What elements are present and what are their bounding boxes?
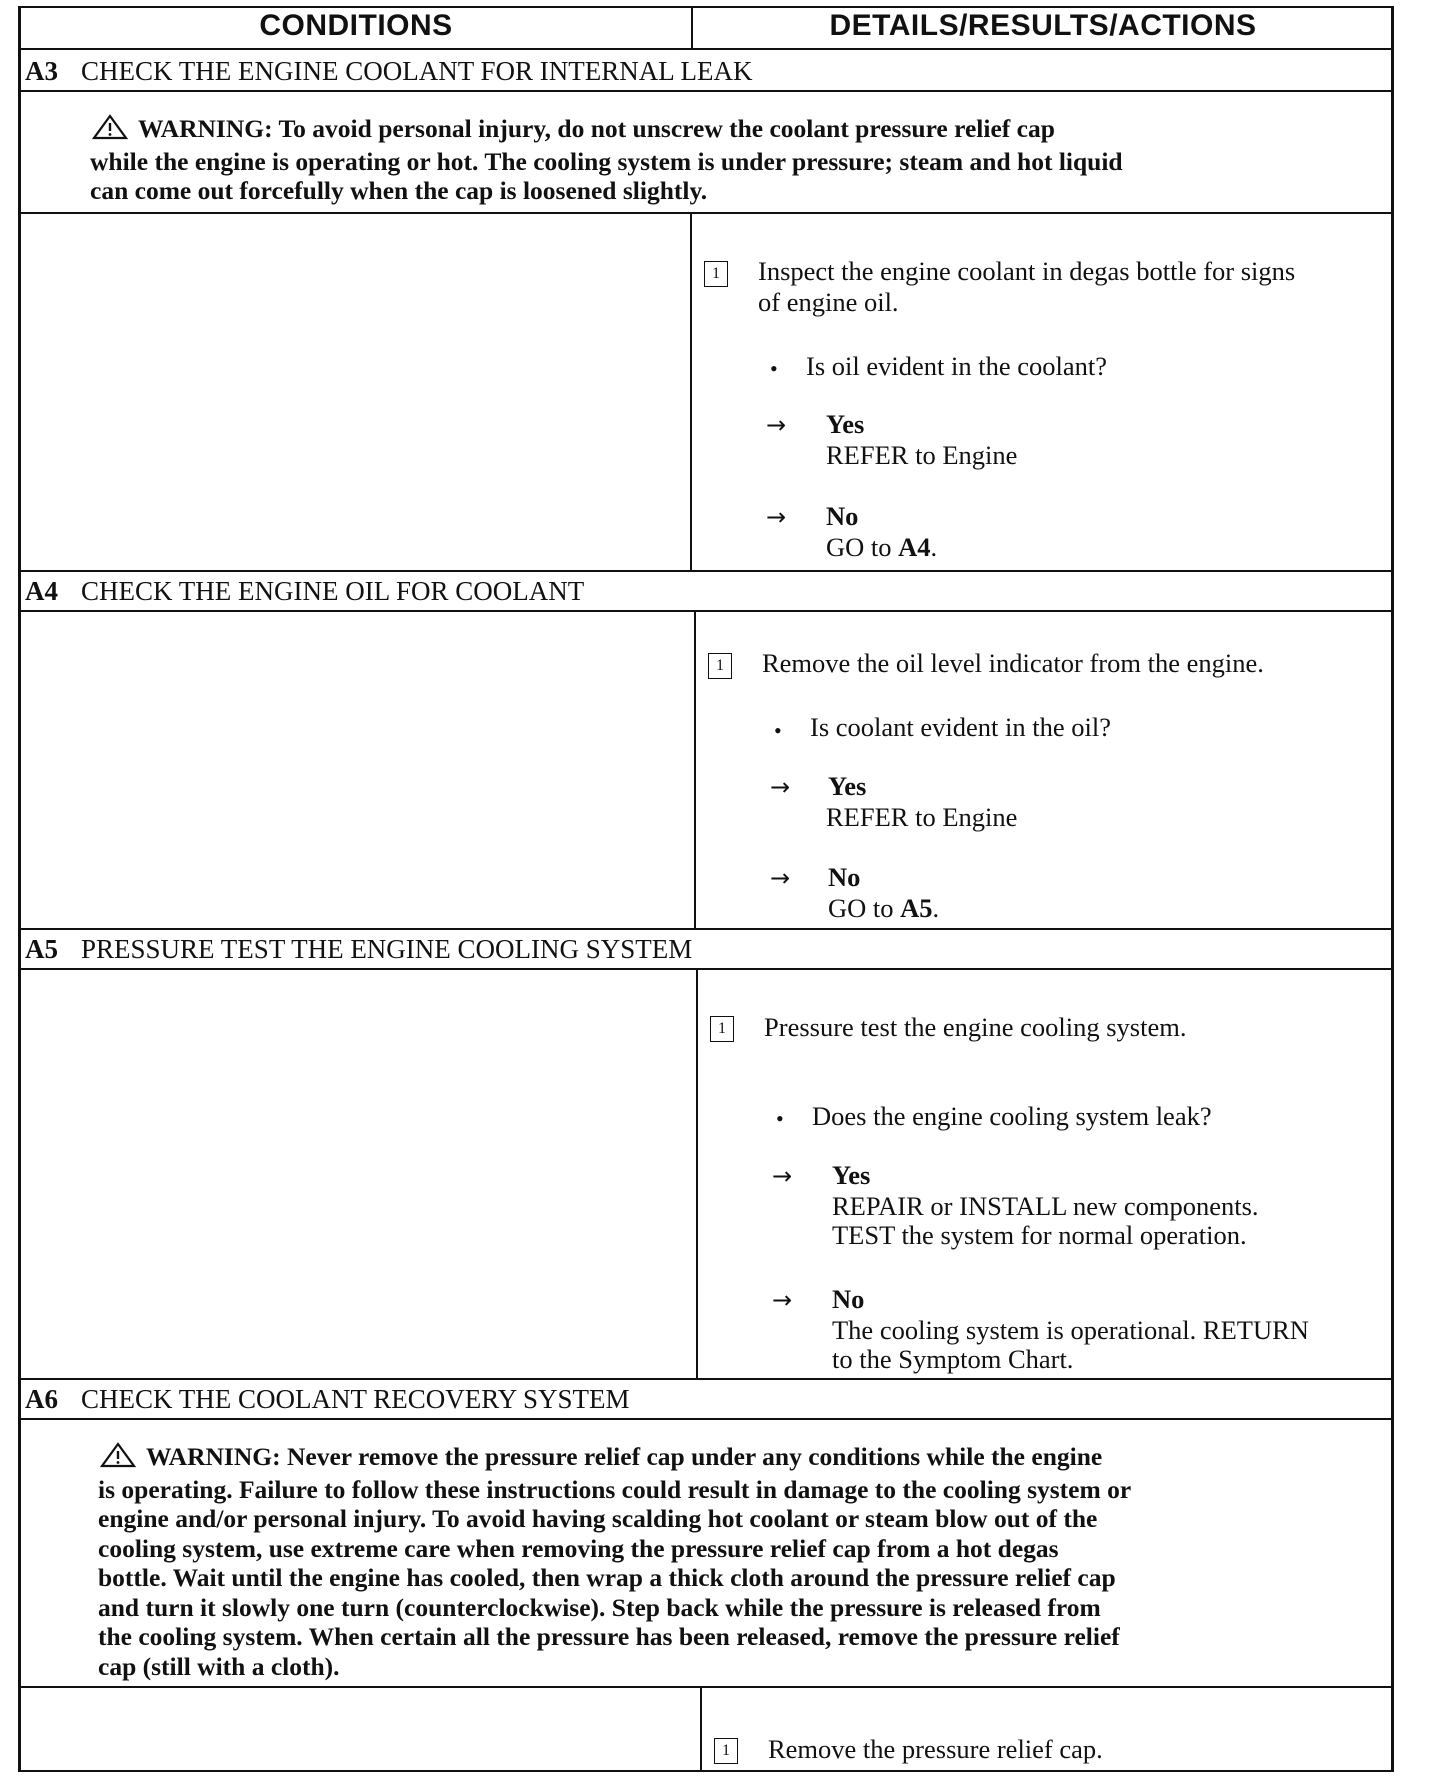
a4-yes-arrow-icon: → [770,773,791,801]
a6-warning-line-2: is operating. Failure to follow these instructions could result in damage to the cooling system or [98,1474,1132,1504]
a4-no-label: No [828,862,861,892]
a4-yes-action: REFER to Engine [826,802,1018,832]
a6-warning-rule [18,1686,1394,1688]
a4-no-arrow-icon: → [770,864,791,892]
header-row [18,6,1394,48]
a3-warning-rule [18,212,1394,214]
section-a5-title: A5 PRESSURE TEST THE ENGINE COOLING SYSTEM [21,934,692,965]
a3-yes-arrow-icon: → [766,411,787,439]
a5-yes-action-1: REPAIR or INSTALL new components. [832,1191,1259,1221]
a5-no-action-2: to the Symptom Chart. [832,1344,1074,1374]
a6-warning-line-5: bottle. Wait until the engine has cooled, then wrap a thick cloth around the pressure relief cap [98,1563,1116,1592]
section-a4-title: A4 CHECK THE ENGINE OIL FOR COOLANT [21,576,584,607]
a3-step-line-1: Inspect the engine coolant in degas bottle for signs [758,256,1296,286]
a3-warning-line-2: while the engine is operating or hot. The cooling system is under pressure; steam and hot liquid [90,146,1123,176]
a4-question: Is coolant evident in the oil? [810,712,1111,742]
section-a4 [18,572,1394,928]
section-a6-id: A6 [25,1384,58,1414]
a4-column-divider [694,612,696,928]
warning-triangle-icon [100,1442,136,1475]
a4-step-number: 1 [708,653,732,679]
a3-warning [92,114,1123,206]
a5-bullet-icon: • [776,1106,784,1131]
a6-step-line-1: Remove the pressure relief cap. [768,1734,1103,1764]
section-a6-title: A6 CHECK THE COOLANT RECOVERY SYSTEM [21,1384,630,1415]
section-a4-id: A4 [25,576,58,606]
a5-yes-arrow-icon: → [772,1162,793,1190]
a6-warning-line-6: and turn it slowly one turn (counterclockwise). Step back while the pressure is released from [98,1592,1101,1622]
header-conditions: CONDITIONS [259,9,453,42]
a5-title-rule [18,968,1394,970]
a5-yes-label: Yes [832,1160,871,1190]
a5-no-action-1: The cooling system is operational. RETURN [832,1315,1309,1345]
a5-no-label: No [832,1284,865,1314]
a6-warning-line-8: cap (still with a cloth). [98,1651,340,1681]
a6-title-rule [18,1418,1394,1420]
warning-triangle-icon [92,114,128,147]
a4-yes-label: Yes [828,771,867,801]
a3-yes-action: REFER to Engine [826,440,1018,470]
a6-step-number: 1 [714,1738,738,1764]
table-bottom-rule [18,1770,1394,1772]
a4-step-line-1: Remove the oil level indicator from the engine. [762,648,1264,678]
a5-question: Does the engine cooling system leak? [812,1101,1212,1131]
a3-question: Is oil evident in the coolant? [806,351,1107,381]
a4-bullet-icon: • [774,718,782,743]
a6-warning-line-7: the cooling system. When certain all the pressure has been released, remove the pressure relief [98,1622,1120,1651]
a3-warning-line-1: WARNING: To avoid personal injury, do not unscrew the coolant pressure relief cap [92,114,1123,147]
section-a3-title: A3 CHECK THE ENGINE COOLANT FOR INTERNAL LEAK [21,56,752,87]
section-a3-id: A3 [25,56,58,86]
a3-no-label: No [826,501,859,531]
a4-no-action: GO to A5. [828,893,940,923]
header-divider [691,6,693,48]
a3-no-action: GO to A4. [826,532,938,562]
a6-column-divider [700,1688,702,1772]
a3-column-divider [690,214,692,570]
a5-yes-action-2: TEST the system for normal operation. [832,1220,1247,1250]
a6-warning [100,1442,1131,1681]
a3-yes-label: Yes [826,409,865,439]
a3-bullet-icon: • [770,356,778,381]
a6-warning-line-3: engine and/or personal injury. To avoid having scalding hot coolant or steam blow out of the [98,1504,1098,1533]
a3-warning-line-3: can come out forcefully when the cap is loosened slightly. [90,176,708,205]
a6-warning-line-4: cooling system, use extreme care when removing the pressure relief cap from a hot degas [98,1533,1059,1563]
a5-column-divider [696,970,698,1378]
a4-title-rule [18,610,1394,612]
a3-no-arrow-icon: → [766,503,787,531]
a3-no-ref: A4 [898,532,931,562]
a5-step-number: 1 [710,1016,734,1042]
a5-step-line-1: Pressure test the engine cooling system. [764,1012,1187,1042]
a3-title-rule [18,90,1394,92]
a3-step-number: 1 [704,261,728,287]
a3-step-line-2: of engine oil. [758,287,899,317]
section-a5 [18,930,1394,1378]
a6-warning-line-1: WARNING: Never remove the pressure relief cap under any conditions while the engine [100,1442,1131,1475]
header-details: DETAILS/RESULTS/ACTIONS [829,9,1257,42]
a5-no-arrow-icon: → [772,1286,793,1314]
a4-no-ref: A5 [900,893,933,923]
section-a5-id: A5 [25,934,58,964]
